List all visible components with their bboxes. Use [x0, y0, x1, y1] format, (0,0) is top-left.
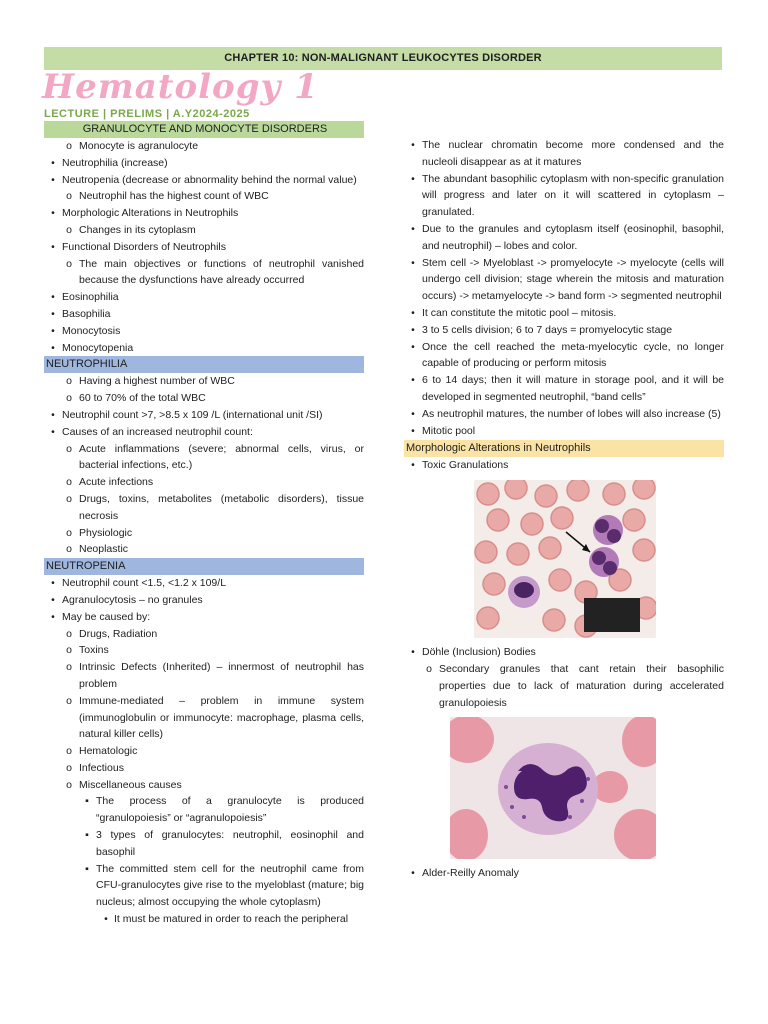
list-item-text: Monocyte is agranulocyte [79, 140, 199, 152]
list-item-text: Immune-mediated – problem in immune system (immunoglobulin or immunocyte: macrophage, plasma cells, natural killer cells) [79, 694, 364, 741]
list-item-text: It must be matured in order to reach the peripheral [114, 913, 349, 926]
list-item [44, 642, 364, 659]
list-item-text: Neutrophilia (increase) [62, 156, 168, 169]
chapter-header-bar: CHAPTER 10: NON-MALIGNANT LEUKOCYTES DISORDER [44, 47, 722, 70]
list-item-text: Hematologic [79, 745, 138, 758]
list-item [44, 155, 364, 172]
list-item [44, 390, 364, 407]
list-item-text: Drugs, toxins, metabolites (metabolic disorders), tissue necrosis [79, 492, 364, 522]
list-item-text: Changes in its cytoplasm [79, 223, 196, 236]
list-item [44, 525, 364, 542]
square-bullet-icon: ▪ [85, 862, 89, 875]
square-bullet-icon: ▪ [85, 829, 89, 842]
dohle-bodies-list [404, 644, 724, 711]
bullet-icon: • [411, 424, 415, 437]
list-item [404, 137, 724, 171]
toxic-granulations-micrograph [474, 480, 724, 638]
list-item [404, 406, 724, 423]
list-item [44, 407, 364, 424]
granulocyte-disorders-list [44, 138, 364, 356]
list-item-text: 60 to 70% of the total WBC [79, 392, 206, 405]
list-item-text: As neutrophil matures, the number of lobes will also increase (5) [422, 407, 721, 420]
bullet-icon: • [51, 577, 55, 590]
dohle-bodies-micrograph [450, 717, 724, 859]
bullet-icon: • [411, 340, 415, 353]
list-item [404, 305, 724, 322]
list-item-text: Intrinsic Defects (Inherited) – innermost of neutrophil has problem [79, 661, 364, 690]
list-item [44, 138, 364, 155]
list-item-text: Neoplastic [79, 543, 129, 556]
list-item-text: 3 to 5 cells division; 6 to 7 days = promyelocytic stage [422, 323, 673, 336]
list-item [404, 423, 724, 440]
list-item-text: Stem cell -> Myeloblast -> promyelocyte -> myelocyte (cells will undergo cell division; stage wherein the mitosis and maturation occurs) -> metamyelocyte -> band form -> segmented neutrophil [422, 256, 724, 303]
bullet-icon: • [51, 173, 55, 186]
bullet-icon: • [51, 341, 55, 354]
circle-bullet-icon: o [66, 661, 72, 674]
list-item-text: The process of a granulocyte is produced “granulopoiesis” or “agranulopoiesis” [96, 795, 364, 825]
list-item-text: Mitotic pool [422, 424, 476, 437]
morphologic-alterations-list [404, 457, 724, 474]
list-item [44, 441, 364, 475]
list-item [44, 188, 364, 205]
list-item [44, 256, 364, 290]
circle-bullet-icon: o [66, 476, 72, 489]
list-item [44, 541, 364, 558]
circle-bullet-icon: o [66, 526, 72, 539]
list-item-text: Neutrophil count >7, >8.5 x 109 /L (international unit /SI) [62, 408, 323, 421]
list-item-text: Infectious [79, 761, 124, 774]
course-subtitle: LECTURE | PRELIMS | A.Y2024-2025 [44, 108, 250, 120]
list-item [44, 777, 364, 794]
list-item-text: May be caused by: [62, 610, 151, 623]
list-item [44, 827, 364, 861]
alder-reilly-label: Alder-Reilly Anomaly [422, 867, 519, 880]
list-item-text: Functional Disorders of Neutrophils [62, 240, 226, 253]
list-item-text: The nuclear chromatin become more condensed and the nucleoli disappear as at it matures [422, 139, 724, 168]
list-item-text: Miscellaneous causes [79, 778, 182, 791]
circle-bullet-icon: o [66, 778, 72, 791]
section-heading-granulocyte-monocyte: GRANULOCYTE AND MONOCYTE DISORDERS [44, 121, 364, 138]
list-item-text: 3 types of granulocytes: neutrophil, eosinophil and basophil [96, 829, 364, 858]
dohle-description: Secondary granules that cant retain their basophilic properties due to lack of maturation during accelerated granulopoiesis [439, 662, 724, 709]
bullet-icon: • [51, 207, 55, 220]
circle-bullet-icon: o [66, 375, 72, 388]
circle-bullet-icon: o [426, 662, 432, 675]
list-item [44, 861, 364, 911]
list-item [44, 491, 364, 525]
list-item [404, 661, 724, 711]
list-item-text: The main objectives or functions of neutrophil vanished because the dysfunctions have already occurred [79, 257, 364, 287]
section-heading-neutrophilia: NEUTROPHILIA [44, 356, 364, 373]
list-item [404, 339, 724, 373]
section-heading-neutropenia: NEUTROPENIA [44, 558, 364, 575]
list-item [44, 323, 364, 340]
list-item-text: Morphologic Alterations in Neutrophils [62, 207, 239, 220]
bullet-icon: • [411, 407, 415, 420]
square-bullet-icon: ▪ [85, 795, 89, 808]
list-item-text: The abundant basophilic cytoplasm with non-specific granulation will progress and later on it will scattered in cytoplasm – granulated. [422, 172, 724, 219]
list-item [44, 373, 364, 390]
list-item [44, 793, 364, 827]
course-title: Hematology 1 [42, 67, 319, 107]
bullet-icon: • [411, 646, 415, 659]
list-item [404, 865, 724, 882]
list-item [404, 322, 724, 339]
list-item-text: Causes of an increased neutrophil count: [62, 425, 253, 438]
list-item [44, 659, 364, 693]
list-item-text: Acute inflammations (severe; abnormal cells, virus, or bacterial infections, etc.) [79, 442, 364, 472]
bullet-icon: • [51, 324, 55, 337]
list-item-text: Agranulocytosis – no granules [62, 593, 203, 606]
list-item [44, 205, 364, 222]
bullet-icon: • [411, 306, 415, 319]
toxic-granulations-label: Toxic Granulations [422, 459, 509, 472]
bullet-icon: • [51, 425, 55, 438]
bullet-icon: • [104, 913, 108, 926]
list-item-text: Once the cell reached the meta-myelocytic cycle, no longer capable of producing or perform mitosis [422, 340, 724, 370]
list-item [404, 255, 724, 305]
list-item-text: Drugs, Radiation [79, 627, 158, 640]
list-item [44, 743, 364, 760]
bullet-icon: • [411, 139, 415, 151]
circle-bullet-icon: o [66, 140, 72, 152]
list-item [44, 609, 364, 626]
neutrophilia-list [44, 373, 364, 558]
maturation-notes-list [404, 137, 724, 439]
list-item-text: Neutropenia (decrease or abnormality behind the normal value) [62, 173, 357, 186]
list-item [44, 340, 364, 357]
bullet-icon: • [411, 222, 415, 235]
circle-bullet-icon: o [66, 761, 72, 774]
list-item-text: Toxins [79, 644, 109, 657]
list-item [44, 575, 364, 592]
list-item-text: Due to the granules and cytoplasm itself (eosinophil, basophil, and neutrophil) – lobes and color. [422, 222, 724, 252]
dohle-bodies-label: Döhle (Inclusion) Bodies [422, 646, 536, 659]
list-item [44, 626, 364, 643]
right-column [404, 137, 724, 882]
list-item [44, 172, 364, 189]
list-item [404, 171, 724, 221]
list-item-text: Basophilia [62, 307, 111, 320]
neutropenia-list [44, 575, 364, 928]
list-item-text: Monocytosis [62, 324, 121, 337]
bullet-icon: • [411, 374, 415, 387]
section-heading-morphologic-alterations: Morphologic Alterations in Neutrophils [404, 440, 724, 457]
circle-bullet-icon: o [66, 223, 72, 236]
alder-reilly-list [404, 865, 724, 882]
circle-bullet-icon: o [66, 257, 72, 270]
list-item [404, 644, 724, 661]
list-item-text: Having a highest number of WBC [79, 375, 235, 388]
bullet-icon: • [411, 256, 415, 269]
circle-bullet-icon: o [66, 694, 72, 707]
bullet-icon: • [411, 323, 415, 336]
circle-bullet-icon: o [66, 644, 72, 657]
bullet-icon: • [51, 593, 55, 606]
bullet-icon: • [51, 610, 55, 623]
circle-bullet-icon: o [66, 392, 72, 405]
list-item-text: Neutrophil count <1.5, <1.2 x 109/L [62, 577, 227, 590]
circle-bullet-icon: o [66, 190, 72, 203]
list-item-text: The committed stem cell for the neutrophil came from CFU-granulocytes give rise to the myeloblast (mature; big nucleus; almost occupying the whole cytoplasm) [96, 862, 364, 909]
list-item [44, 474, 364, 491]
list-item [404, 457, 724, 474]
list-item [404, 221, 724, 255]
list-item [44, 760, 364, 777]
bullet-icon: • [411, 172, 415, 185]
list-item [44, 911, 364, 928]
list-item [44, 239, 364, 256]
bullet-icon: • [51, 156, 55, 169]
circle-bullet-icon: o [66, 627, 72, 640]
circle-bullet-icon: o [66, 543, 72, 556]
list-item [44, 693, 364, 743]
circle-bullet-icon: o [66, 492, 72, 505]
list-item [44, 306, 364, 323]
list-item-text: Eosinophilia [62, 291, 119, 304]
bullet-icon: • [51, 408, 55, 421]
bullet-icon: • [411, 867, 415, 880]
list-item [404, 372, 724, 406]
list-item [44, 289, 364, 306]
list-item-text: It can constitute the mitotic pool – mitosis. [422, 306, 617, 319]
list-item-text: 6 to 14 days; then it will mature in storage pool, and it will be developed in segmented neutrophil, “band cells” [422, 374, 724, 403]
list-item-text: Neutrophil has the highest count of WBC [79, 190, 269, 203]
bullet-icon: • [411, 459, 415, 472]
circle-bullet-icon: o [66, 745, 72, 758]
list-item [44, 222, 364, 239]
left-column [44, 121, 364, 928]
bullet-icon: • [51, 240, 55, 253]
list-item [44, 424, 364, 441]
list-item [44, 592, 364, 609]
bullet-icon: • [51, 307, 55, 320]
circle-bullet-icon: o [66, 442, 72, 455]
bullet-icon: • [51, 291, 55, 304]
list-item-text: Physiologic [79, 526, 133, 539]
list-item-text: Acute infections [79, 476, 154, 489]
list-item-text: Monocytopenia [62, 341, 134, 354]
